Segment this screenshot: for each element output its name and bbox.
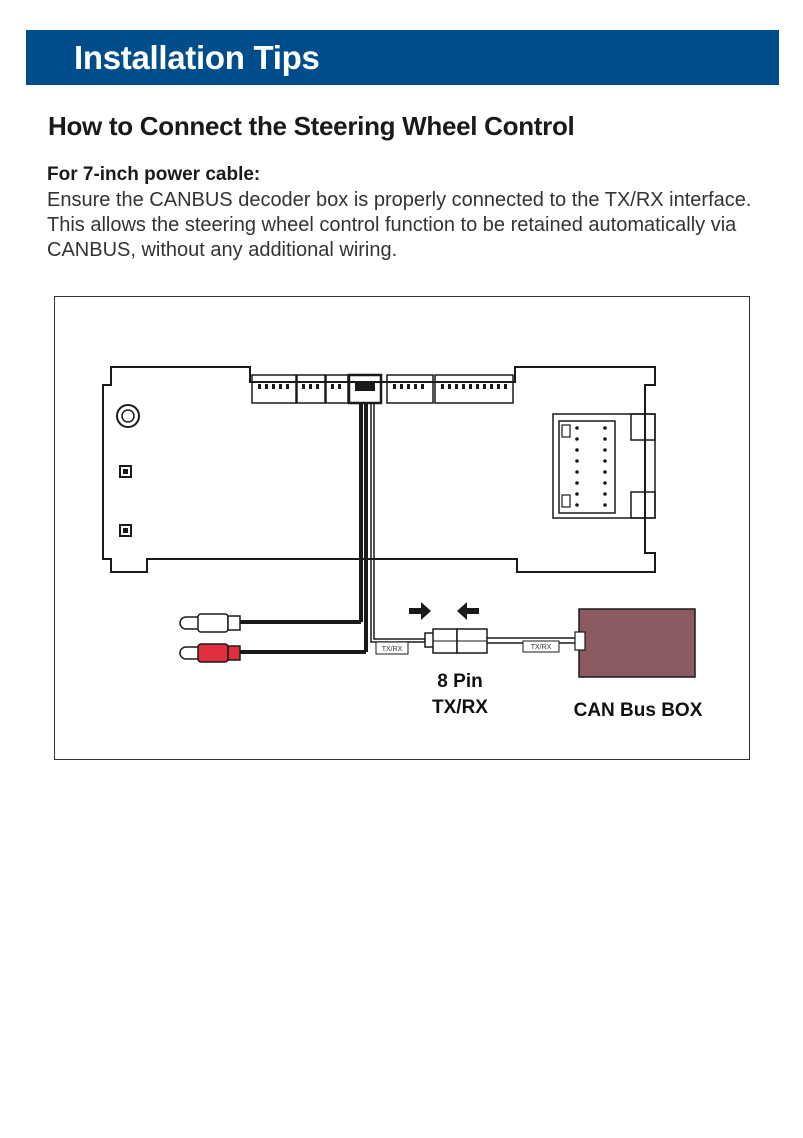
txrx-tag-left-text: TX/RX	[381, 646, 403, 653]
wiring-diagram	[54, 296, 750, 760]
rca-plug-white	[180, 614, 240, 632]
8-pin-connector	[425, 629, 487, 653]
section-title: How to Connect the Steering Wheel Control	[48, 111, 575, 141]
arrow-right-icon	[409, 602, 431, 620]
header-banner	[26, 30, 779, 85]
connector-label-pin: 8 Pin	[437, 671, 483, 692]
rca-plug-red	[180, 644, 240, 662]
connector-label-txrx: TX/RX	[432, 697, 488, 718]
txrx-tag-left	[376, 642, 408, 654]
head-unit-chassis	[103, 367, 655, 572]
instruction-text: Ensure the CANBUS decoder box is properly connected to the TX/RX interface. This allows the steering wheel control function to be retained automatically via CANBUS, without any additional wiring.	[47, 189, 752, 261]
txrx-tag-right	[523, 641, 559, 652]
cable-subheading: For 7-inch power cable:	[47, 164, 261, 185]
txrx-tag-right-text: TX/RX	[530, 644, 552, 651]
arrow-left-icon	[457, 602, 479, 620]
wiring-diagram-svg	[55, 297, 751, 761]
canbus-box	[575, 609, 695, 677]
canbus-box-label: CAN Bus BOX	[573, 700, 703, 721]
page-title: Installation Tips	[74, 39, 320, 76]
